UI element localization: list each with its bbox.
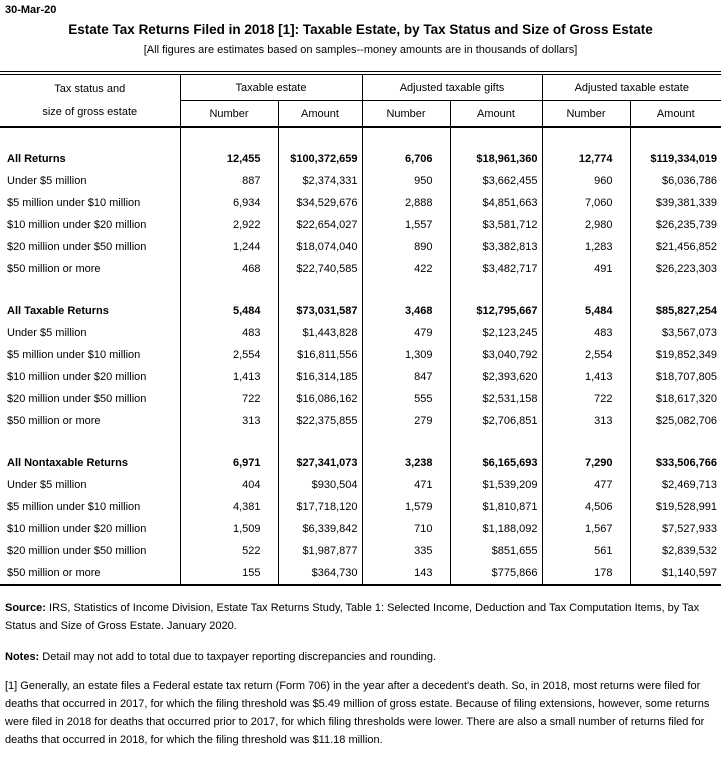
row-label: All Taxable Returns xyxy=(7,305,109,317)
spacer-cell xyxy=(450,280,542,300)
amount-cell: $851,655 xyxy=(450,540,542,562)
number-cell: 7,060 xyxy=(542,192,630,214)
amount-cell: $7,527,933 xyxy=(630,518,721,540)
number-cell: 1,567 xyxy=(542,518,630,540)
number-cell: 1,309 xyxy=(362,344,450,366)
spacer-cell xyxy=(542,280,630,300)
amount-cell: $1,810,871 xyxy=(450,496,542,518)
amount-cell: $12,795,667 xyxy=(450,300,542,322)
subheader-amount: Amount xyxy=(450,101,542,128)
subheader-number: Number xyxy=(542,101,630,128)
spacer-cell xyxy=(630,432,721,452)
amount-cell: $19,528,991 xyxy=(630,496,721,518)
number-cell: 483 xyxy=(542,322,630,344)
table-row xyxy=(0,236,721,258)
table-row xyxy=(0,474,721,496)
number-cell: 404 xyxy=(180,474,278,496)
amount-cell: $1,140,597 xyxy=(630,562,721,585)
amount-cell: $18,707,805 xyxy=(630,366,721,388)
table-row xyxy=(0,214,721,236)
amount-cell: $39,381,339 xyxy=(630,192,721,214)
number-cell: 7,290 xyxy=(542,452,630,474)
spacer-cell xyxy=(180,280,278,300)
row-label: $10 million under $20 million xyxy=(7,523,147,535)
number-cell: 6,971 xyxy=(180,452,278,474)
row-label: $50 million or more xyxy=(7,263,101,275)
row-label: $50 million or more xyxy=(7,415,101,427)
spacer-cell xyxy=(0,432,180,452)
subheader-number: Number xyxy=(180,101,278,128)
amount-cell: $16,811,556 xyxy=(278,344,362,366)
amount-cell: $3,482,717 xyxy=(450,258,542,280)
amount-cell: $6,165,693 xyxy=(450,452,542,474)
spacer-cell xyxy=(278,432,362,452)
table-row xyxy=(0,300,721,322)
number-cell: 12,455 xyxy=(180,148,278,170)
amount-cell: $26,235,739 xyxy=(630,214,721,236)
table-row xyxy=(0,322,721,344)
amount-cell: $1,443,828 xyxy=(278,322,362,344)
row-header-line2: size of gross estate xyxy=(42,105,138,118)
amount-cell: $2,374,331 xyxy=(278,170,362,192)
notes-label: Notes: xyxy=(5,651,40,663)
footnote-1: [1] Generally, an estate files a Federal estate tax return (Form 706) in the year after a decedent's death. So, in 2018, most returns were filed for deaths that occurred in 2017, for which the filing threshold was $5.49 million of gross estate. Because of filing extensions, however, some returns were filed in 2018 for deaths that occurred prior to 2017, for which filing thresholds were lower. There are also a small number of returns filed for deaths that occurred in 2018, for which the filing threshold was $11.18 million. xyxy=(5,680,710,746)
table-row xyxy=(0,192,721,214)
number-cell: 5,484 xyxy=(542,300,630,322)
source-note xyxy=(5,599,715,635)
amount-cell: $18,617,320 xyxy=(630,388,721,410)
amount-cell: $73,031,587 xyxy=(278,300,362,322)
number-cell: 12,774 xyxy=(542,148,630,170)
number-cell: 1,244 xyxy=(180,236,278,258)
table-row xyxy=(0,540,721,562)
spacer-cell xyxy=(180,127,278,148)
row-label: $20 million under $50 million xyxy=(7,241,147,253)
page-title: Estate Tax Returns Filed in 2018 [1]: Taxable Estate, by Tax Status and Size of Gross Estate xyxy=(68,22,653,37)
number-cell: 950 xyxy=(362,170,450,192)
amount-cell: $33,506,766 xyxy=(630,452,721,474)
table-row xyxy=(0,518,721,540)
spacer-cell xyxy=(630,127,721,148)
row-label: All Nontaxable Returns xyxy=(7,457,129,469)
page-subtitle: [All figures are estimates based on samples--money amounts are in thousands of dollars] xyxy=(143,44,578,56)
subheader-amount: Amount xyxy=(630,101,721,128)
amount-cell: $1,539,209 xyxy=(450,474,542,496)
row-label: $5 million under $10 million xyxy=(7,501,141,513)
number-cell: 5,484 xyxy=(180,300,278,322)
notes-text: Detail may not add to total due to taxpayer reporting discrepancies and rounding. xyxy=(39,651,437,663)
estate-tax-table xyxy=(0,71,721,586)
number-cell: 479 xyxy=(362,322,450,344)
number-cell: 555 xyxy=(362,388,450,410)
amount-cell: $100,372,659 xyxy=(278,148,362,170)
number-cell: 313 xyxy=(542,410,630,432)
group-header-row xyxy=(0,73,721,101)
spacer-cell xyxy=(278,280,362,300)
amount-cell: $2,393,620 xyxy=(450,366,542,388)
row-label: $20 million under $50 million xyxy=(7,393,147,405)
number-cell: 143 xyxy=(362,562,450,585)
number-cell: 422 xyxy=(362,258,450,280)
amount-cell: $16,086,162 xyxy=(278,388,362,410)
number-cell: 561 xyxy=(542,540,630,562)
number-cell: 6,934 xyxy=(180,192,278,214)
amount-cell: $3,581,712 xyxy=(450,214,542,236)
footer xyxy=(0,599,721,749)
table-row xyxy=(0,410,721,432)
row-label: Under $5 million xyxy=(7,327,87,339)
number-cell: 2,980 xyxy=(542,214,630,236)
table-row xyxy=(0,148,721,170)
notes xyxy=(5,648,715,666)
amount-cell: $22,654,027 xyxy=(278,214,362,236)
table-row xyxy=(0,562,721,585)
number-cell: 2,888 xyxy=(362,192,450,214)
spacer-cell xyxy=(630,280,721,300)
amount-cell: $3,040,792 xyxy=(450,344,542,366)
amount-cell: $6,036,786 xyxy=(630,170,721,192)
source-label: Source: xyxy=(5,602,46,614)
amount-cell: $6,339,842 xyxy=(278,518,362,540)
row-label: $20 million under $50 million xyxy=(7,545,147,557)
table-header xyxy=(0,73,721,127)
number-cell: 335 xyxy=(362,540,450,562)
table-row xyxy=(0,452,721,474)
table-body xyxy=(0,127,721,585)
spacer-cell xyxy=(0,280,180,300)
amount-cell: $1,987,877 xyxy=(278,540,362,562)
amount-cell: $22,375,855 xyxy=(278,410,362,432)
row-label: $50 million or more xyxy=(7,567,101,579)
spacer-cell xyxy=(362,432,450,452)
row-label: $5 million under $10 million xyxy=(7,197,141,209)
number-cell: 710 xyxy=(362,518,450,540)
amount-cell: $27,341,073 xyxy=(278,452,362,474)
amount-cell: $25,082,706 xyxy=(630,410,721,432)
row-label: $10 million under $20 million xyxy=(7,219,147,231)
group-header-taxable-estate: Taxable estate xyxy=(180,73,362,101)
number-cell: 2,554 xyxy=(180,344,278,366)
number-cell: 1,413 xyxy=(180,366,278,388)
amount-cell: $85,827,254 xyxy=(630,300,721,322)
amount-cell: $18,074,040 xyxy=(278,236,362,258)
number-cell: 960 xyxy=(542,170,630,192)
amount-cell: $26,223,303 xyxy=(630,258,721,280)
amount-cell: $2,706,851 xyxy=(450,410,542,432)
amount-cell: $18,961,360 xyxy=(450,148,542,170)
spacer-cell xyxy=(180,432,278,452)
row-label: Under $5 million xyxy=(7,479,87,491)
amount-cell: $930,504 xyxy=(278,474,362,496)
number-cell: 2,922 xyxy=(180,214,278,236)
spacer-cell xyxy=(542,432,630,452)
amount-cell: $21,456,852 xyxy=(630,236,721,258)
number-cell: 313 xyxy=(180,410,278,432)
amount-cell: $4,851,663 xyxy=(450,192,542,214)
amount-cell: $3,567,073 xyxy=(630,322,721,344)
number-cell: 491 xyxy=(542,258,630,280)
subheader-number: Number xyxy=(362,101,450,128)
spacer-row xyxy=(0,280,721,300)
source-text: IRS, Statistics of Income Division, Estate Tax Returns Study, Table 1: Selected Income, Deduction and Tax Computation Items, by Tax Status and Size of Gross Estate. January 2020. xyxy=(5,602,700,632)
number-cell: 155 xyxy=(180,562,278,585)
table-row xyxy=(0,366,721,388)
spacer-row xyxy=(0,432,721,452)
amount-cell: $775,866 xyxy=(450,562,542,585)
table-row xyxy=(0,388,721,410)
number-cell: 477 xyxy=(542,474,630,496)
row-label: Under $5 million xyxy=(7,175,87,187)
spacer-row xyxy=(0,127,721,148)
number-cell: 847 xyxy=(362,366,450,388)
amount-cell: $34,529,676 xyxy=(278,192,362,214)
number-cell: 279 xyxy=(362,410,450,432)
amount-cell: $119,334,019 xyxy=(630,148,721,170)
table-row xyxy=(0,258,721,280)
row-label: All Returns xyxy=(7,153,66,165)
table-row xyxy=(0,170,721,192)
amount-cell: $3,662,455 xyxy=(450,170,542,192)
spacer-cell xyxy=(450,432,542,452)
spacer-cell xyxy=(278,127,362,148)
number-cell: 1,557 xyxy=(362,214,450,236)
number-cell: 1,509 xyxy=(180,518,278,540)
number-cell: 483 xyxy=(180,322,278,344)
number-cell: 722 xyxy=(542,388,630,410)
spacer-cell xyxy=(450,127,542,148)
amount-cell: $1,188,092 xyxy=(450,518,542,540)
group-header-adjusted-taxable-gifts: Adjusted taxable gifts xyxy=(362,73,542,101)
spacer-cell xyxy=(362,127,450,148)
number-cell: 471 xyxy=(362,474,450,496)
subheader-amount: Amount xyxy=(278,101,362,128)
amount-cell: $19,852,349 xyxy=(630,344,721,366)
table-row xyxy=(0,344,721,366)
spacer-cell xyxy=(0,127,180,148)
number-cell: 3,468 xyxy=(362,300,450,322)
spacer-cell xyxy=(362,280,450,300)
number-cell: 468 xyxy=(180,258,278,280)
row-label: $10 million under $20 million xyxy=(7,371,147,383)
number-cell: 1,579 xyxy=(362,496,450,518)
amount-cell: $2,839,532 xyxy=(630,540,721,562)
table-row xyxy=(0,496,721,518)
number-cell: 522 xyxy=(180,540,278,562)
row-label: $5 million under $10 million xyxy=(7,349,141,361)
row-header-cell xyxy=(0,73,180,127)
number-cell: 1,283 xyxy=(542,236,630,258)
number-cell: 722 xyxy=(180,388,278,410)
row-header-line1: Tax status and xyxy=(54,82,126,95)
group-header-adjusted-taxable-estate: Adjusted taxable estate xyxy=(542,73,721,101)
number-cell: 890 xyxy=(362,236,450,258)
amount-cell: $2,531,158 xyxy=(450,388,542,410)
number-cell: 1,413 xyxy=(542,366,630,388)
amount-cell: $16,314,185 xyxy=(278,366,362,388)
amount-cell: $17,718,120 xyxy=(278,496,362,518)
amount-cell: $2,123,245 xyxy=(450,322,542,344)
amount-cell: $2,469,713 xyxy=(630,474,721,496)
number-cell: 887 xyxy=(180,170,278,192)
report-date: 30-Mar-20 xyxy=(5,4,57,16)
number-cell: 2,554 xyxy=(542,344,630,366)
number-cell: 4,381 xyxy=(180,496,278,518)
amount-cell: $3,382,813 xyxy=(450,236,542,258)
number-cell: 4,506 xyxy=(542,496,630,518)
amount-cell: $22,740,585 xyxy=(278,258,362,280)
number-cell: 3,238 xyxy=(362,452,450,474)
amount-cell: $364,730 xyxy=(278,562,362,585)
number-cell: 6,706 xyxy=(362,148,450,170)
spacer-cell xyxy=(542,127,630,148)
number-cell: 178 xyxy=(542,562,630,585)
